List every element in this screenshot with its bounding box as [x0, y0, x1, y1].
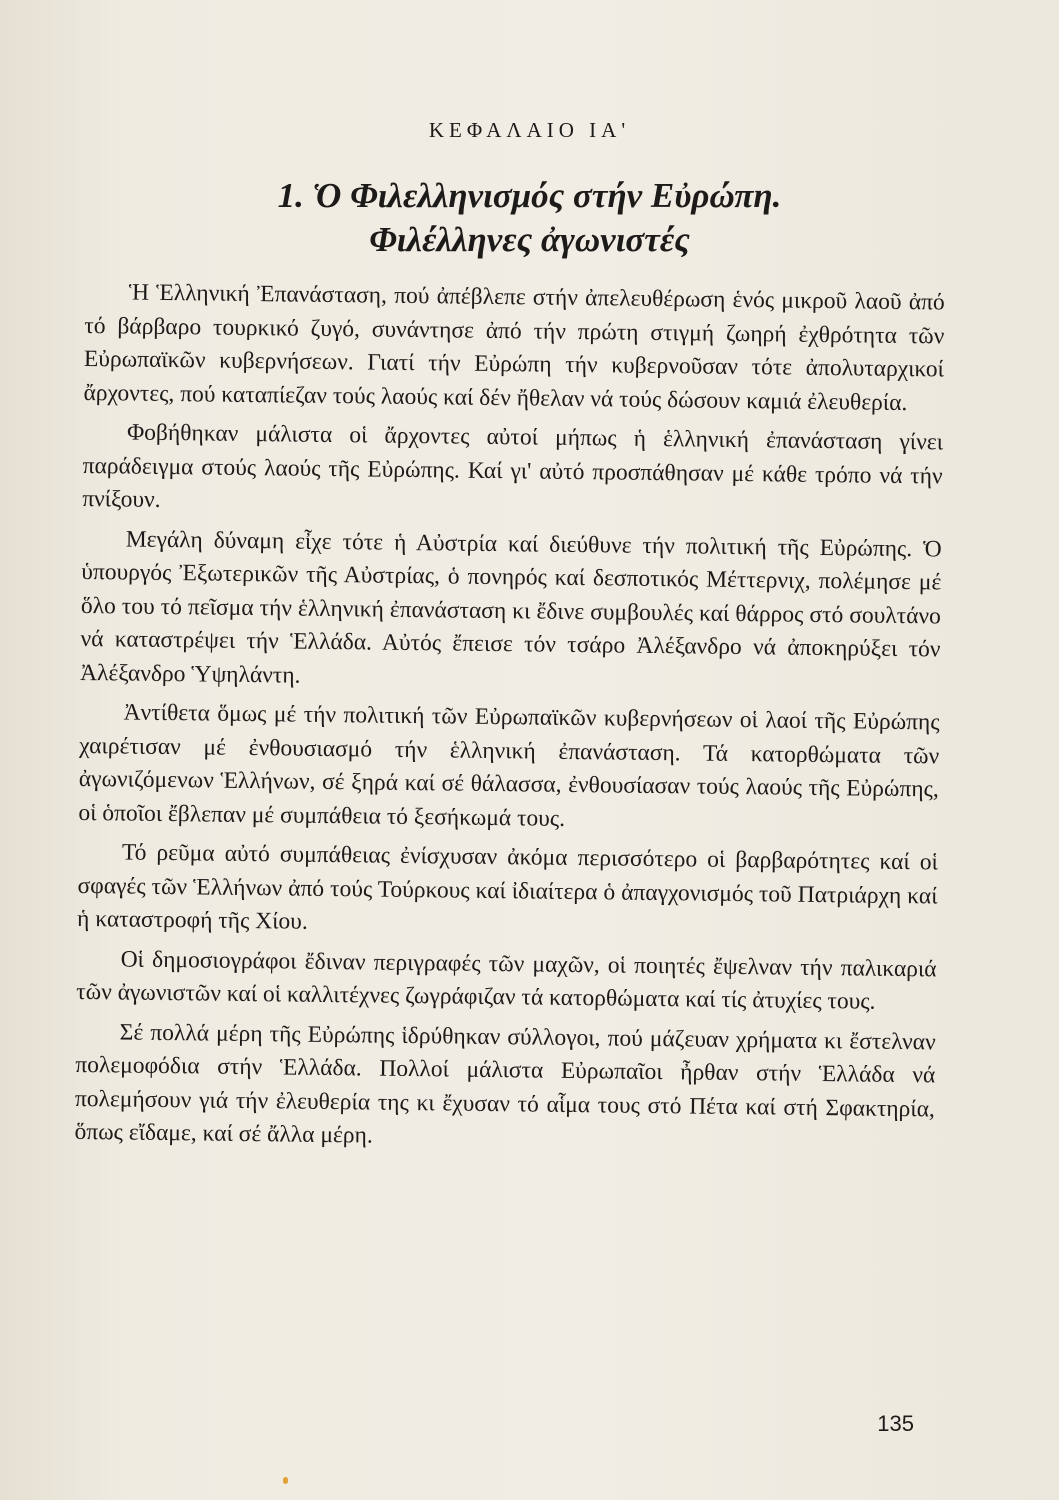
paragraph-7: Σέ πολλά μέρη τῆς Εὐρώπης ἱδρύθηκαν σύλλογοι, πού μάζευαν χρήματα κι ἔστελναν πολεμοφόδια στήν Ἑλλάδα. Πολλοί μάλιστα Εὐρωπαῖοι ἦρθαν στήν Ἑλλάδα νά πολεμήσουν γιά τήν ἐλευθερία της κι ἔχυσαν τό αἷμα τους στό Πέτα καί στή Σφακτηρία, ὅπως εἴδαμε, καί σέ ἄλλα μέρη. — [74, 1018, 936, 1149]
section-title-line-2: Φιλέλληνες ἀγωνιστές — [369, 220, 690, 259]
paragraph-1: Ἡ Ἑλληνική Ἐπανάσταση, πού ἀπέβλεπε στήν ἀπελευθέρωση ἑνός μικροῦ λαοῦ ἀπό τό βάρβαρο τουρκικό ζυγό, συνάντησε ἀπό τήν πρώτη στιγμή ζωηρή ἐχθρότητα τῶν Εὐρωπαϊκῶν κυβερνήσεων. Γιατί τήν Εὐρώπη τήν κυβερνοῦσαν τότε ἀπολυταρχικοί ἄρχοντες, πού καταπίεζαν τούς λαούς καί δέν ἤθελαν νά τούς δώσουν καμιά ἐλευθερία. — [83, 279, 945, 416]
paragraph-4: Ἀντίθετα ὅμως μέ τήν πολιτική τῶν Εὐρωπαϊκῶν κυβερνήσεων οἱ λαοί τῆς Εὐρώπης χαιρέτισαν μέ ἐνθουσιασμό τήν ἑλληνική ἐπανάσταση. Τά κατορθώματα τῶν ἀγωνιζόμενων Ἑλλήνων, σέ ξηρά καί σέ θάλασσα, ἐνθουσίασαν τούς λαούς τῆς Εὐρώπης, οἱ ὁποῖοι ἔβλεπαν μέ συμπάθεια τό ξεσήκωμά τους. — [78, 699, 940, 832]
ink-speck — [283, 1477, 288, 1484]
body-text — [74, 276, 945, 1160]
paragraph-2: Φοβήθηκαν μάλιστα οἱ ἄρχοντες αὐτοί μήπως ἡ ἑλληνική ἐπανάσταση γίνει παράδειγμα στούς λαούς τῆς Εὐρώπης. Καί γι' αὐτό προσπάθησαν μέ κάθε τρόπο νά τήν πνίξουν. — [82, 419, 944, 513]
paragraph-3: Μεγάλη δύναμη εἶχε τότε ἡ Αὐστρία καί διεύθυνε τήν πολιτική τῆς Εὐρώπης. Ὁ ὑπουργός Ἐξωτερικῶν τῆς Αὐστρίας, ὁ πονηρός καί δεσποτικός Μέττερνιχ, πολέμησε μέ ὅλο του τό πεῖσμα τήν ἑλληνική ἐπανάσταση κι ἔδινε συμβουλές καί θάρρος στό σουλτάνο νά καταστρέψει τήν Ἑλλάδα. Αὐτός ἔπεισε τόν τσάρο Ἀλέξανδρο νά ἀποκηρύξει τόν Ἀλέξανδρο Ὑψηλάντη. — [79, 526, 942, 689]
chapter-heading: ΚΕΦΑΛΑΙΟ ΙΑ' — [428, 118, 631, 142]
paragraph-5: Τό ρεῦμα αὐτό συμπάθειας ἐνίσχυσαν ἀκόμα περισσότερο οἱ βαρβαρότητες καί οἱ σφαγές τῶν Ἑλλήνων ἀπό τούς Τούρκους καί ἰδιαίτερα ὁ ἀπαγχονισμός τοῦ Πατριάρχη καί ἡ καταστροφή τῆς Χίου. — [76, 839, 939, 935]
paragraph-6: Οἱ δημοσιογράφοι ἔδιναν περιγραφές τῶν μαχῶν, οἱ ποιητές ἔψελναν τήν παλικαριά τῶν ἀγωνιστῶν καί οἱ καλλιτέχνες ζωγράφιζαν τά κατορθώματα καί τίς ἀτυχίες τους. — [76, 945, 937, 1015]
section-title-line-1: 1. Ὁ Φιλελληνισμός στήν Εὐρώπη. — [277, 176, 782, 215]
page-number: 135 — [877, 1411, 914, 1436]
